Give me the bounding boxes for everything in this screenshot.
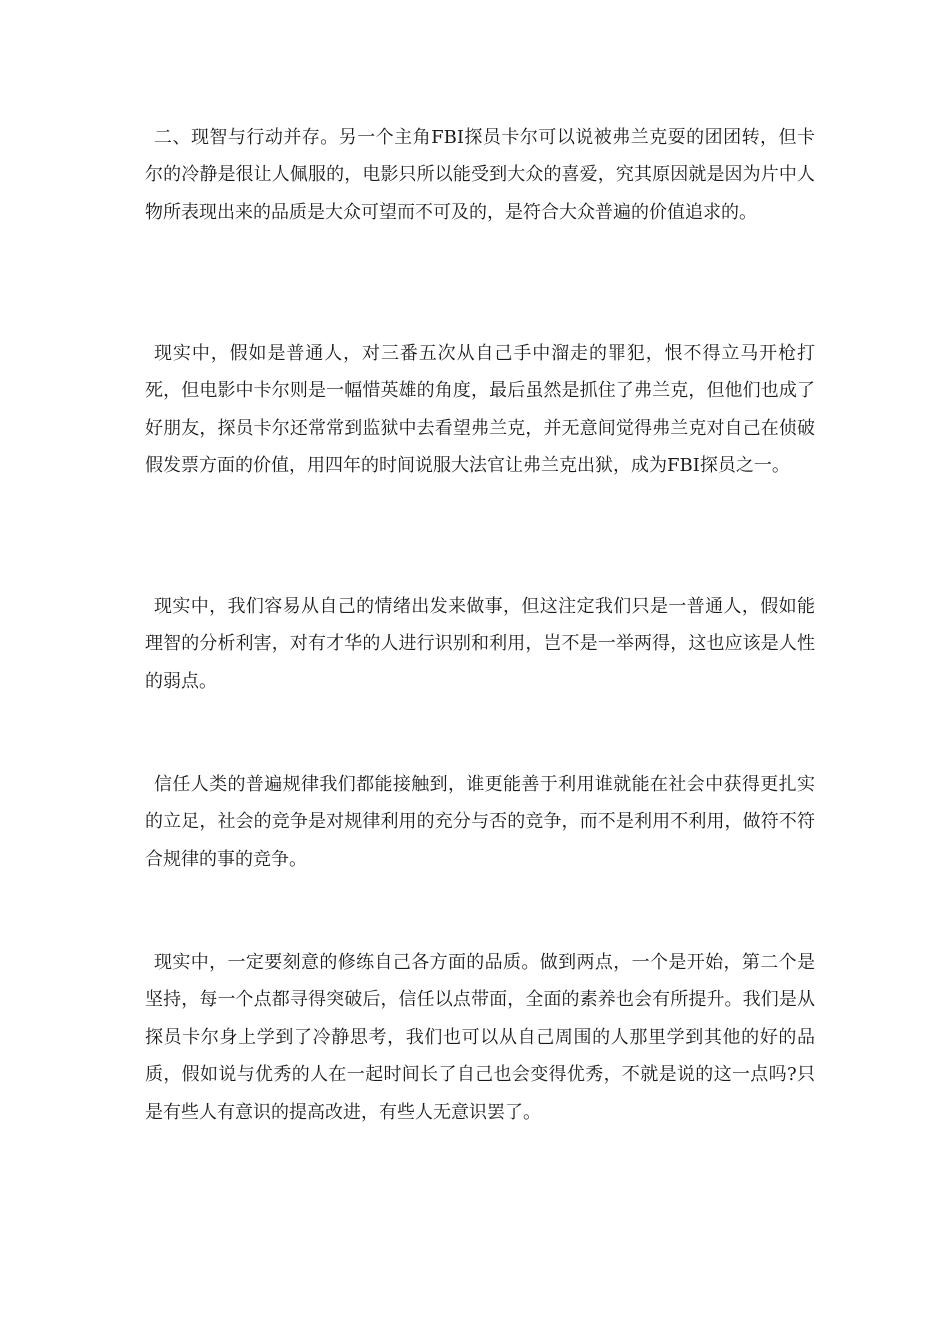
paragraph-2: 现实中，假如是普通人，对三番五次从自己手中溜走的罪犯，恨不得立马开枪打死，但电影中卡尔则是一幅惜英雄的角度，最后虽然是抓住了弗兰克，但他们也成了好朋友，探员卡尔还常常到监狱中去看望弗兰克，并无意间觉得弗兰克对自己在侦破假发票方面的价值，用四年的时间说服大法官让弗兰克出狱，成为FBI探员之一。 [145,343,815,477]
paragraph-1: 二、现智与行动并存。另一个主角FBI探员卡尔可以说被弗兰克耍的团团转，但卡尔的冷静是很让人佩服的，电影只所以能受到大众的喜爱，究其原因就是因为片中人物所表现出来的品质是大众可望而不可及的，是符合大众普遍的价值追求的。 [145,127,815,223]
paragraph-4: 信任人类的普遍规律我们都能接触到，谁更能善于利用谁就能在社会中获得更扎实的立足，社会的竞争是对规律利用的充分与否的竞争，而不是利用不利用，做符不符合规律的事的竞争。 [145,774,815,870]
paragraph-5: 现实中，一定要刻意的修练自己各方面的品质。做到两点，一个是开始，第二个是坚持，每一个点都寻得突破后，信任以点带面，全面的素养也会有所提升。我们是从探员卡尔身上学到了冷静思考，我们也可以从自己周围的人那里学到其他的好的品质，假如说与优秀的人在一起时间长了自己也会变得优秀，不就是说的这一点吗?只是有些人有意识的提高改进，有些人无意识罢了。 [145,952,815,1123]
paragraph-3: 现实中，我们容易从自己的情绪出发来做事，但这注定我们只是一普通人，假如能理智的分析利害，对有才华的人进行识别和利用，岂不是一举两得，这也应该是人性的弱点。 [145,596,815,692]
